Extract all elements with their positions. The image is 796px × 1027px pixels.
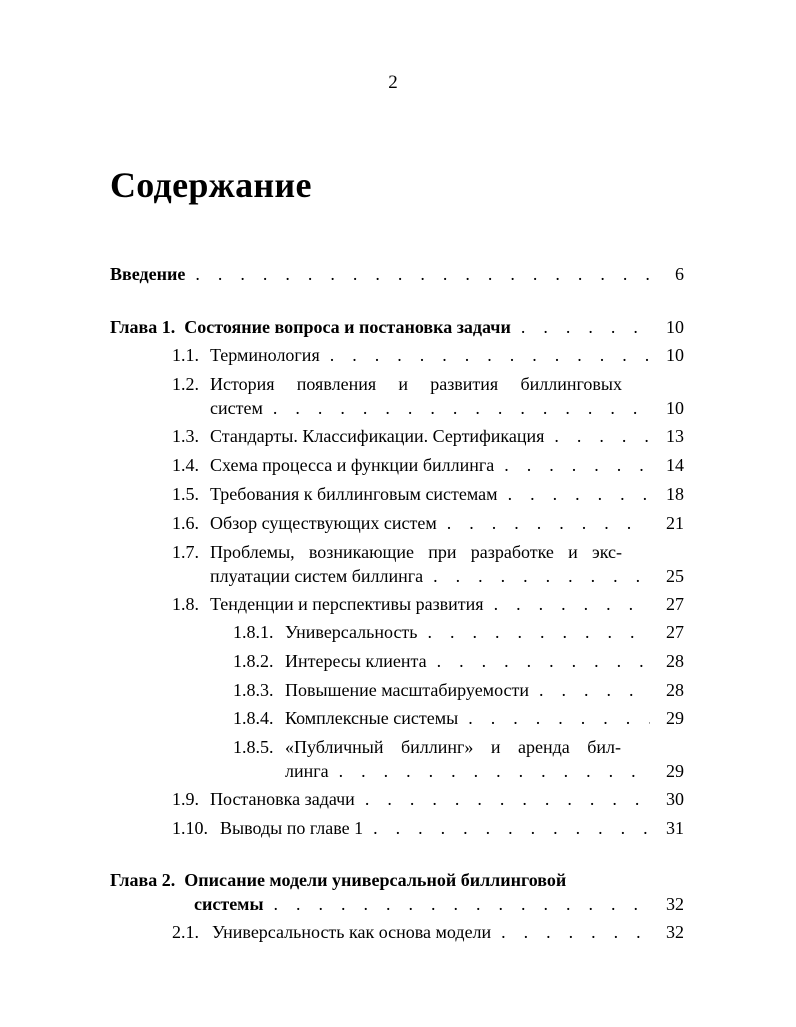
section-number: 1.4. xyxy=(172,455,199,475)
toc-entry-1-3[interactable] xyxy=(172,424,684,448)
toc-entry-1-10[interactable] xyxy=(172,816,684,840)
toc-entry-title: Универсальность как основа модели xyxy=(212,922,492,942)
toc-entry-2-1[interactable] xyxy=(172,920,684,944)
toc-entry-title-line1: Описание модели универсальной биллинговой xyxy=(184,870,567,890)
toc-entry-title: Схема процесса и функции биллинга xyxy=(210,455,495,475)
toc-entry-1-2[interactable] xyxy=(172,372,684,420)
toc-entry-1-7[interactable] xyxy=(172,540,684,588)
toc-entry-chapter-2[interactable]: Глава 2 . Описание модели универсальной биллинговой системы . 32 xyxy=(110,868,684,916)
dot-leader xyxy=(329,759,650,783)
toc-page-number: 31 xyxy=(666,818,684,838)
toc-entry-1-6[interactable] xyxy=(172,511,684,535)
toc-page-number: 13 xyxy=(666,426,684,446)
toc-entry-title: Универсальность xyxy=(285,622,418,642)
section-number: 1.3. xyxy=(172,426,199,446)
toc-entry-1-8-2[interactable] xyxy=(233,649,684,673)
toc-entry-1-8-4[interactable] xyxy=(233,706,684,730)
toc-entry-title: Постановка задачи xyxy=(210,789,355,809)
section-number: 1.8.3. xyxy=(233,680,274,700)
section-number: 1.8.2. xyxy=(233,651,274,671)
toc-entry-title-line2: системы xyxy=(194,894,264,914)
toc-entry-1-5[interactable] xyxy=(172,482,684,506)
toc-entry-title: Тенденции и перспективы развития xyxy=(210,594,484,614)
dot-leader xyxy=(498,482,650,506)
toc-entry-title: Обзор существующих систем xyxy=(210,513,437,533)
toc-entry-1-8-3[interactable] xyxy=(233,678,684,702)
section-number: 1.6. xyxy=(172,513,199,533)
dot-leader xyxy=(544,424,650,448)
toc-entry-1-4[interactable] xyxy=(172,453,684,477)
dot-leader xyxy=(264,892,651,916)
section-number: 1.2. xyxy=(172,374,199,394)
toc-page-number: 27 xyxy=(666,622,684,642)
toc-page-number: 10 xyxy=(666,398,684,418)
toc-page-number: 32 xyxy=(666,894,684,914)
toc-page-number: 10 xyxy=(666,345,684,365)
dot-leader xyxy=(355,787,650,811)
dot-leader xyxy=(363,816,650,840)
section-number: 1.8.1. xyxy=(233,622,274,642)
toc-page-number: 27 xyxy=(666,594,684,614)
toc-entry-title: Стандарты. Классификации. Сертификация xyxy=(210,426,545,446)
dot-leader xyxy=(320,343,650,367)
toc-entry-title-line2: систем xyxy=(210,398,263,418)
toc-entry-title-line1: «Публичный биллинг» и аренда бил- xyxy=(285,737,621,757)
section-number: 1.1. xyxy=(172,345,199,365)
toc-page-number: 28 xyxy=(666,651,684,671)
toc-entry-title-line2: плуатации систем биллинга xyxy=(210,566,424,586)
section-number: 2.1. xyxy=(172,922,199,942)
toc-entry-title: Введение xyxy=(110,264,186,284)
dot-leader xyxy=(458,706,650,730)
toc-page-number: 14 xyxy=(666,455,684,475)
toc-entry-title-line1: Проблемы, возникающие при разработке и экс- xyxy=(210,542,622,562)
toc-page-number: 18 xyxy=(666,484,684,504)
toc-entry-title: Терминология xyxy=(210,345,320,365)
section-number: 1.8. xyxy=(172,594,199,614)
dot-leader xyxy=(263,396,650,420)
toc-page-number: 29 xyxy=(666,708,684,728)
toc-page-number: 6 xyxy=(675,264,684,284)
toc-entry-title: Повышение масштабируемости xyxy=(285,680,530,700)
dot-leader xyxy=(511,315,650,339)
dot-leader xyxy=(423,564,650,588)
dot-leader xyxy=(418,620,650,644)
section-number: 1.10. xyxy=(172,818,208,838)
toc-page-number: 25 xyxy=(666,566,684,586)
section-number: 1.8.4. xyxy=(233,708,274,728)
toc-page-number: 32 xyxy=(666,922,684,942)
toc-entry-title: Требования к биллинговым системам xyxy=(210,484,498,504)
chapter-label: Глава 1 xyxy=(110,317,171,337)
dot-leader xyxy=(494,453,650,477)
section-number: 1.8.5. xyxy=(233,737,274,757)
dot-leader xyxy=(484,592,650,616)
toc-entry-chapter-1[interactable]: Глава 1 . Состояние вопроса и постановка задачи . 10 xyxy=(110,315,684,339)
toc-page-number: 10 xyxy=(666,317,684,337)
toc-entry-title: Интересы клиента xyxy=(285,651,427,671)
toc-entry-1-8-5[interactable] xyxy=(233,735,684,783)
toc-entry-1-9[interactable] xyxy=(172,787,684,811)
toc-page-number: 21 xyxy=(666,513,684,533)
toc-page-number: 28 xyxy=(666,680,684,700)
page-title: Содержание xyxy=(110,165,312,205)
dot-leader xyxy=(529,678,650,702)
section-number: 1.7. xyxy=(172,542,199,562)
toc-entry-1-1[interactable] xyxy=(172,343,684,367)
section-number: 1.9. xyxy=(172,789,199,809)
toc-entry-1-8[interactable] xyxy=(172,592,684,616)
dot-leader xyxy=(185,262,650,286)
toc-entry-title-line1: История появления и развития биллинговых xyxy=(210,374,622,394)
toc-entry-title: Выводы по главе 1 xyxy=(220,818,364,838)
toc-entry-title-line2: линга xyxy=(285,761,329,781)
page-number: 2 xyxy=(388,72,398,93)
dot-leader xyxy=(437,511,650,535)
toc-entry-title: Состояние вопроса и постановка задачи xyxy=(184,317,511,337)
section-number: 1.5. xyxy=(172,484,199,504)
toc-page-number: 29 xyxy=(666,761,684,781)
dot-leader xyxy=(491,920,650,944)
toc-entry-1-8-1[interactable] xyxy=(233,620,684,644)
toc-page-number: 30 xyxy=(666,789,684,809)
dot-leader xyxy=(427,649,650,673)
toc-entry-intro[interactable] xyxy=(110,262,684,286)
toc-entry-title: Комплексные системы xyxy=(285,708,459,728)
chapter-label: Глава 2 xyxy=(110,870,171,890)
